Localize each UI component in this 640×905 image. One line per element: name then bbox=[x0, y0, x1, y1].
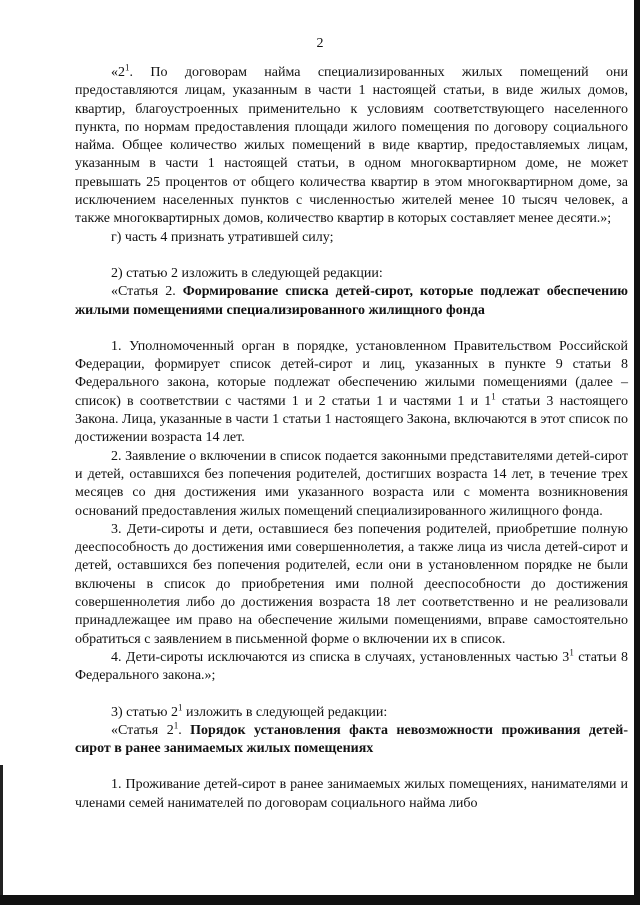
article-2-part-1: 1. Уполномоченный орган в порядке, установленном Правительством Российской Федерации, формирует список детей-сирот и лиц, указанных в пункте 9 статьи 8 Федерального закона, которые подлежат обеспечению жилыми помещениями (далее – список) в соответствии с частями 1 и 2 статьи 1 и частями 1 и $1^1$ статьи 3 настоящего Закона. Лица, указанные в части 1 статьи 1 настоящего Закона, включаются в этот список по достижении возраста 14 лет. bbox=[75, 338, 628, 446]
article-2-1-part-1: 1. Проживание детей-сирот в ранее занимаемых жилых помещениях, нанимателями и членами семей нанимателей по договорам социального найма либо bbox=[75, 777, 628, 811]
article-2-1-intro: 3) статью $2^1$ изложить в следующей редакции: bbox=[111, 701, 388, 720]
item-g: г) часть 4 признать утратившей силу; bbox=[111, 229, 334, 245]
article-2-part-3: 3. Дети-сироты и дети, оставшиеся без попечения родителей, приобретшие полную дееспособность до достижения ими совершеннолетия, а также лица из числа детей-сирот и детей, оставшихся без попечения родителей, если они в установленном порядке не были включены в список до приобретения ими полной дееспособности до достижения совершеннолетия либо до достижения возраста 18 лет соответственно и не реализовали принадлежащее им право на обеспечение жилыми помещениями, вправе самостоятельно обратиться с заявлением в письменной форме о включении их в список. bbox=[75, 521, 628, 647]
document-body bbox=[75, 64, 628, 813]
article-2-1-heading: «Статья $2^1$. Порядок установления факта невозможности проживания детей-сирот в ранее занимаемых жилых помещениях bbox=[75, 720, 629, 757]
paragraph-2-1: «$2^1$. По договорам найма специализированных жилых помещений они предоставляются лицам, указанным в части 1 настоящей статьи, в виде жилых домов, квартир, благоустроенных применительно к условиям соответствующего населенного пункта, по нормам предоставления площади жилого помещения по договору социального найма. Общее количество жилых помещений в виде квартир, предоставляемых лицам, указанным в части 1 настоящей статьи, в одном многоквартирном доме, не может превышать 25 процентов от общего количества квартир в этом многоквартирном доме, за исключением населенных пунктов с численностью жителей менее 10 тысяч человек, а также многоквартирных домов, количество квартир в которых составляет менее десяти.»; bbox=[75, 62, 628, 227]
scan-edge-right bbox=[634, 0, 640, 905]
article-2-heading: «Статья 2. Формирование списка детей-сирот, которые подлежат обеспечению жилыми помещениями специализированного жилищного фонда bbox=[75, 284, 628, 318]
article-2-part-4: 4. Дети-сироты исключаются из списка в случаях, установленных частью $3^1$ статьи 8 Федерального закона.»; bbox=[75, 647, 628, 684]
article-2-part-2: 2. Заявление о включении в список подается законными представителями детей-сирот и детей, оставшихся без попечения родителей, достигших возраста 14 лет, в течение трех месяцев со дня достижения ими указанного возраста или с момента возникновения оснований предоставления жилых помещений специализированного жилищного фонда. bbox=[75, 448, 628, 519]
article-2-intro: 2) статью 2 изложить в следующей редакции: bbox=[111, 265, 383, 281]
scan-edge-left bbox=[0, 765, 3, 905]
page-number: 2 bbox=[316, 36, 324, 51]
scan-edge-bottom bbox=[0, 895, 640, 905]
